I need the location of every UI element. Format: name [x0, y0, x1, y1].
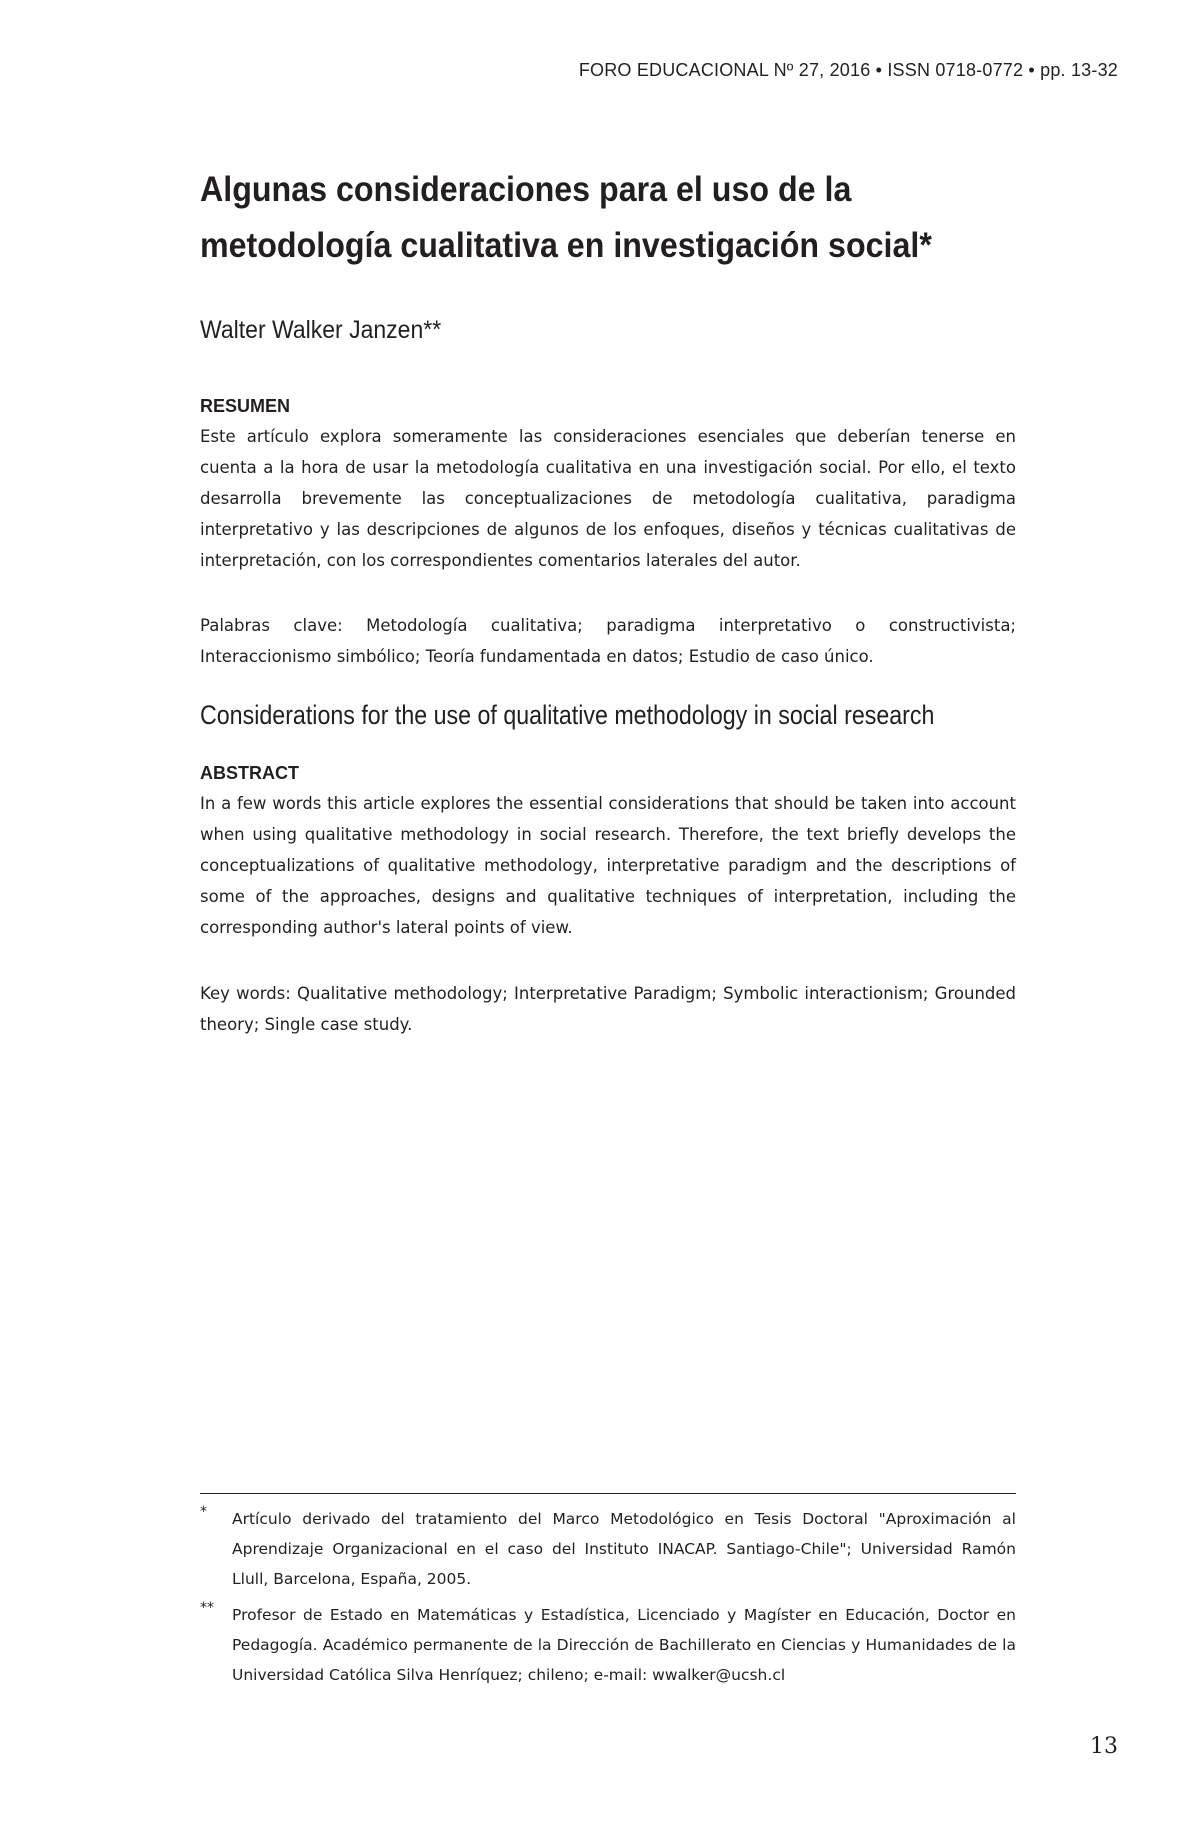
page-number: 13 [1090, 1734, 1118, 1759]
footnote-2 [200, 1600, 1016, 1690]
resumen-heading: RESUMEN [200, 396, 291, 416]
footnote-marker: ** [200, 1600, 214, 1616]
footnote-1 [200, 1504, 1016, 1594]
article-title: Algunas consideraciones para el uso de la metodología cualitativa en investigación social* [200, 170, 932, 265]
english-title: Considerations for the use of qualitative methodology in social research [200, 700, 935, 730]
abstract-heading: ABSTRACT [200, 763, 299, 783]
footnotes [200, 1504, 1016, 1696]
resumen-text: Este artículo explora someramente las consideraciones esenciales que deberían tenerse en cuenta a la hora de usar la metodología cualitativa en una investigación social. Por ello, el texto desarrolla brevemente las conceptualizaciones de metodología cualitativa, paradigma interpretativo y las descripciones de algunos de los enfoques, diseños y técnicas cualitativas de interpretación, con los correspondientes comentarios laterales del autor. [200, 427, 1016, 570]
footnote-marker: * [200, 1504, 207, 1520]
resumen-section [200, 396, 1016, 576]
abstract-text: In a few words this article explores the essential considerations that should be taken into account when using qualitative methodology in social research. Therefore, the text briefly develops the conceptualizations of qualitative methodology, interpretative paradigm and the descriptions of some of the approaches, designs and qualitative techniques of interpretation, including the corresponding author's lateral points of view. [200, 794, 1016, 937]
footnote-text: Profesor de Estado en Matemáticas y Estadística, Licenciado y Magíster en Educación, Doctor en Pedagogía. Académico permanente de la Dirección de Bachillerato en Ciencias y Humanidades de la Universidad Católica Silva Henríquez; chileno; e-mail: wwalker@ucsh.cl [232, 1606, 1016, 1684]
footnote-text: Artículo derivado del tratamiento del Marco Metodológico en Tesis Doctoral "Aproximación al Aprendizaje Organizacional en el caso del Instituto INACAP. Santiago-Chile"; Universidad Ramón Llull, Barcelona, España, 2005. [232, 1510, 1016, 1588]
abstract-section [200, 763, 1016, 943]
palabras-clave: Palabras clave: Metodología cualitativa; paradigma interpretativo o constructivista; Interaccionismo simbólico; Teoría fundamentada en datos; Estudio de caso único. [200, 616, 1016, 666]
article-author: Walter Walker Janzen** [200, 316, 442, 344]
key-words: Key words: Qualitative methodology; Interpretative Paradigm; Symbolic interactionism; Grounded theory; Single case study. [200, 984, 1016, 1034]
running-header: FORO EDUCACIONAL Nº 27, 2016 • ISSN 0718-0772 • pp. 13-32 [578, 60, 1118, 80]
footnote-divider [200, 1493, 1016, 1494]
